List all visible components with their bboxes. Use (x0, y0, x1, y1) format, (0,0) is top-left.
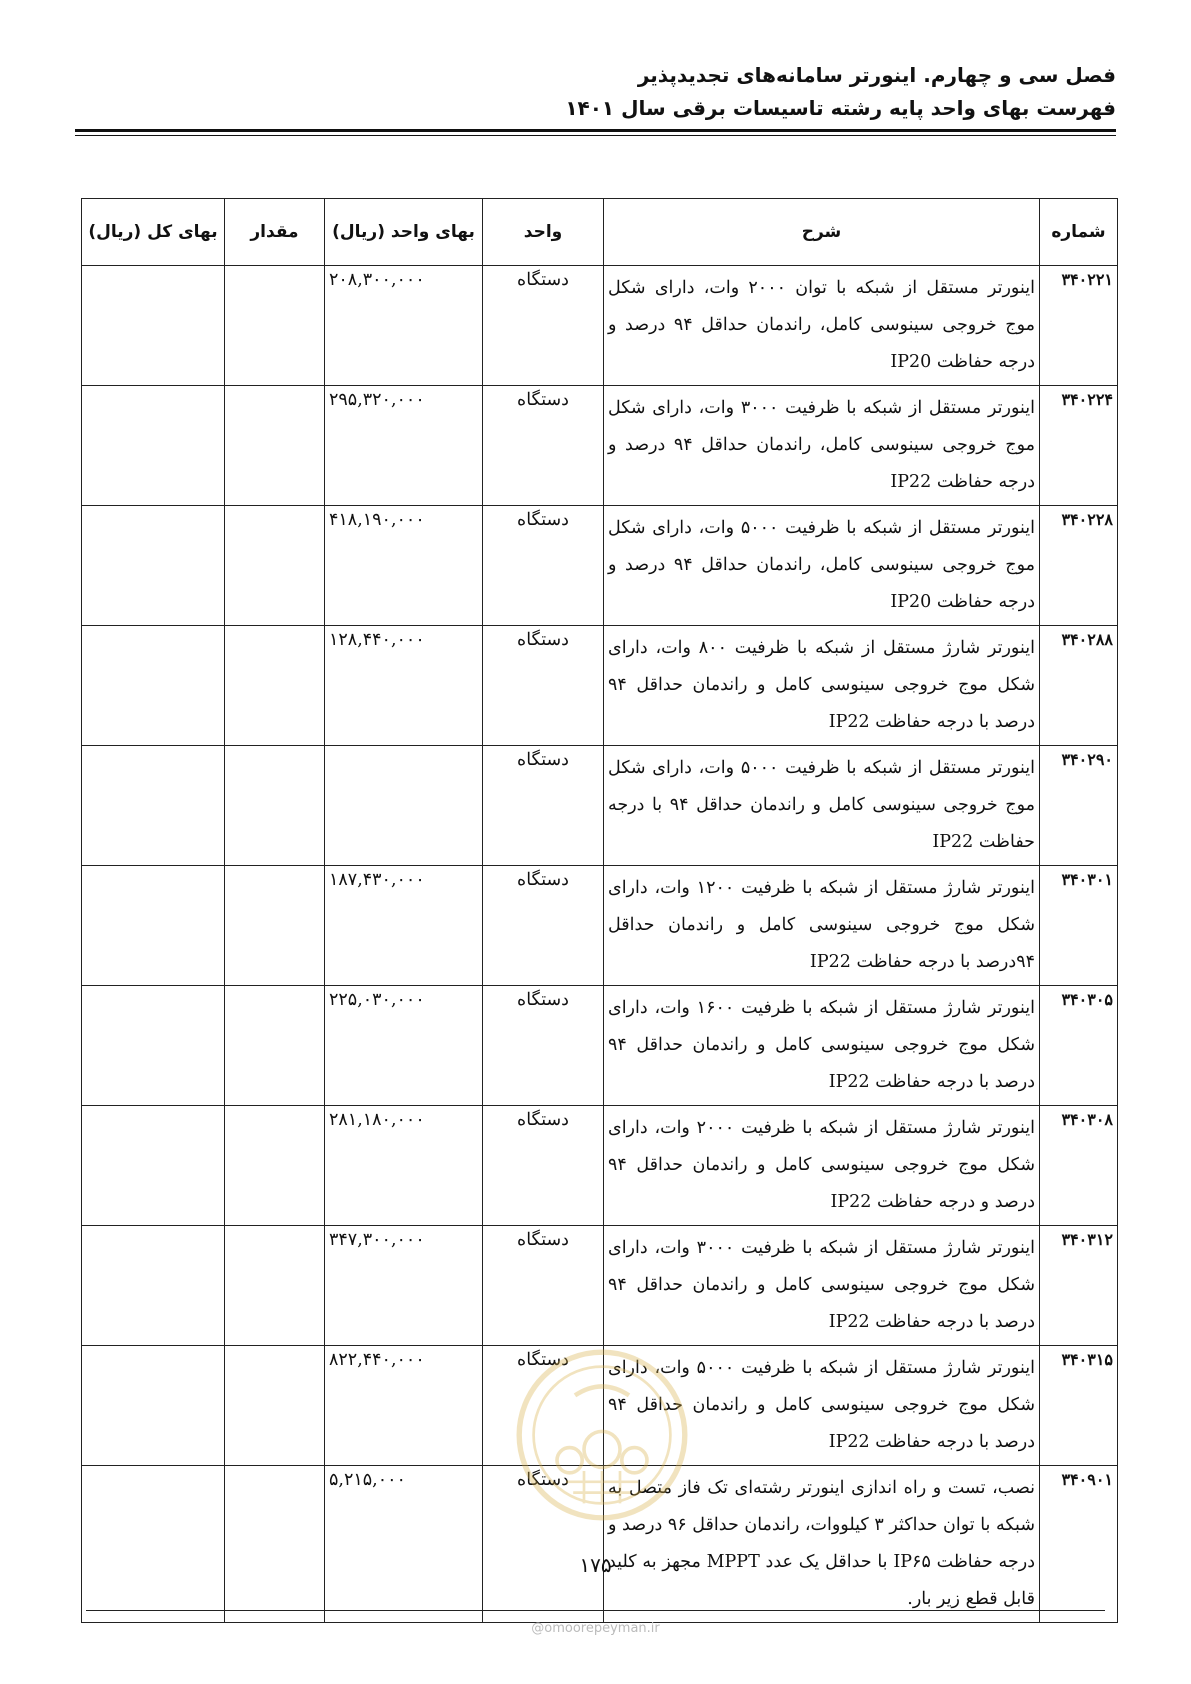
item-number: ۳۴۰۲۲۸ (1040, 506, 1118, 626)
item-number: ۳۴۰۳۰۸ (1040, 1106, 1118, 1226)
column-header-quantity: مقدار (225, 199, 325, 266)
site-watermark: @omoorepeyman.ir (531, 1621, 660, 1636)
item-total-price (82, 1226, 225, 1346)
item-unit-price: ۱۸۷,۴۳۰,۰۰۰ (325, 866, 483, 986)
column-header-unit-price: بهای واحد (ریال) (325, 199, 483, 266)
item-total-price (82, 266, 225, 386)
table-row (82, 866, 1118, 986)
item-total-price (82, 386, 225, 506)
item-unit: دستگاه (483, 506, 604, 626)
item-number: ۳۴۰۲۲۱ (1040, 266, 1118, 386)
item-quantity (225, 1106, 325, 1226)
item-total-price (82, 1106, 225, 1226)
item-total-price (82, 1466, 225, 1623)
item-description: اینورتر مستقل از شبکه با ظرفیت ۵۰۰۰ وات، دارای شکل موج خروجی سینوسی کامل و راندمان حداقل ۹۴ با درجه حفاظت IP22 (604, 746, 1040, 866)
item-quantity (225, 1346, 325, 1466)
item-quantity (225, 506, 325, 626)
item-unit-price: ۲۸۱,۱۸۰,۰۰۰ (325, 1106, 483, 1226)
page-number: ۱۷۵ (579, 1553, 612, 1577)
item-description: نصب، تست و راه اندازی اینورتر رشته‌ای تک فاز متصل به شبکه با توان حداکثر ۳ کیلووات، راندمان حداقل ۹۶ درصد و درجه حفاظت IP۶۵ با حداقل یک عدد MPPT مجهز به کلید قابل قطع زیر بار. (604, 1466, 1040, 1623)
item-unit: دستگاه (483, 866, 604, 986)
item-description: اینورتر مستقل از شبکه با توان ۲۰۰۰ وات، دارای شکل موج خروجی سینوسی کامل، راندمان حداقل ۹۴ درصد و درجه حفاظت IP20 (604, 266, 1040, 386)
column-header-number: شماره (1040, 199, 1118, 266)
item-description: اینورتر شارژ مستقل از شبکه با ظرفیت ۱۶۰۰ وات، دارای شکل موج خروجی سینوسی کامل و راندمان حداقل ۹۴ درصد با درجه حفاظت IP22 (604, 986, 1040, 1106)
item-unit-price: ۸۲۲,۴۴۰,۰۰۰ (325, 1346, 483, 1466)
item-total-price (82, 986, 225, 1106)
item-description: اینورتر مستقل از شبکه با ظرفیت ۳۰۰۰ وات، دارای شکل موج خروجی سینوسی کامل، راندمان حداقل ۹۴ درصد و درجه حفاظت IP22 (604, 386, 1040, 506)
footer-rule (86, 1610, 1105, 1611)
item-unit-price: ۴۱۸,۱۹۰,۰۰۰ (325, 506, 483, 626)
table-row (82, 986, 1118, 1106)
item-unit: دستگاه (483, 1346, 604, 1466)
item-unit: دستگاه (483, 266, 604, 386)
item-unit: دستگاه (483, 626, 604, 746)
item-quantity (225, 866, 325, 986)
table-row (82, 386, 1118, 506)
table-row (82, 1346, 1118, 1466)
item-unit-price (325, 746, 483, 866)
item-number: ۳۴۰۳۱۵ (1040, 1346, 1118, 1466)
item-description: اینورتر شارژ مستقل از شبکه با ظرفیت ۳۰۰۰ وات، دارای شکل موج خروجی سینوسی کامل و راندمان حداقل ۹۴ درصد با درجه حفاظت IP22 (604, 1226, 1040, 1346)
item-unit: دستگاه (483, 746, 604, 866)
item-description: اینورتر شارژ مستقل از شبکه با ظرفیت ۲۰۰۰ وات، دارای شکل موج خروجی سینوسی کامل و راندمان حداقل ۹۴ درصد و درجه حفاظت IP22 (604, 1106, 1040, 1226)
column-header-description: شرح (604, 199, 1040, 266)
item-quantity (225, 1466, 325, 1623)
item-number: ۳۴۰۹۰۱ (1040, 1466, 1118, 1623)
item-unit: دستگاه (483, 986, 604, 1106)
table-body (82, 266, 1118, 1623)
item-quantity (225, 1226, 325, 1346)
item-description: اینورتر شارژ مستقل از شبکه با ظرفیت ۵۰۰۰ وات، دارای شکل موج خروجی سینوسی کامل و راندمان حداقل ۹۴ درصد با درجه حفاظت IP22 (604, 1346, 1040, 1466)
table-row (82, 266, 1118, 386)
item-description: اینورتر شارژ مستقل از شبکه با ظرفیت ۸۰۰ وات، دارای شکل موج خروجی سینوسی کامل و راندمان حداقل ۹۴ درصد با درجه حفاظت IP22 (604, 626, 1040, 746)
item-unit-price: ۲۲۵,۰۳۰,۰۰۰ (325, 986, 483, 1106)
item-quantity (225, 986, 325, 1106)
item-description: اینورتر مستقل از شبکه با ظرفیت ۵۰۰۰ وات، دارای شکل موج خروجی سینوسی کامل، راندمان حداقل ۹۴ درصد و درجه حفاظت IP20 (604, 506, 1040, 626)
item-unit-price: ۵,۲۱۵,۰۰۰ (325, 1466, 483, 1623)
column-header-total-price: بهای کل (ریال) (82, 199, 225, 266)
item-quantity (225, 266, 325, 386)
item-quantity (225, 746, 325, 866)
table-row (82, 506, 1118, 626)
header-rule-thin (75, 135, 1116, 136)
item-unit-price: ۲۹۵,۳۲۰,۰۰۰ (325, 386, 483, 506)
item-quantity (225, 386, 325, 506)
page-header (75, 58, 1116, 124)
item-unit: دستگاه (483, 1226, 604, 1346)
item-unit-price: ۲۰۸,۳۰۰,۰۰۰ (325, 266, 483, 386)
item-total-price (82, 746, 225, 866)
item-number: ۳۴۰۳۰۵ (1040, 986, 1118, 1106)
table-row (82, 626, 1118, 746)
price-table (81, 198, 1118, 1623)
item-unit: دستگاه (483, 1466, 604, 1623)
item-number: ۳۴۰۳۱۲ (1040, 1226, 1118, 1346)
table-row (82, 1226, 1118, 1346)
item-unit-price: ۱۲۸,۴۴۰,۰۰۰ (325, 626, 483, 746)
column-header-unit: واحد (483, 199, 604, 266)
item-unit: دستگاه (483, 1106, 604, 1226)
item-total-price (82, 866, 225, 986)
item-number: ۳۴۰۲۹۰ (1040, 746, 1118, 866)
item-number: ۳۴۰۲۸۸ (1040, 626, 1118, 746)
table-header-row (82, 199, 1118, 266)
item-total-price (82, 626, 225, 746)
item-unit: دستگاه (483, 386, 604, 506)
chapter-title: فصل سی و چهارم. اینورتر سامانه‌های تجدیدپذیر (637, 63, 1116, 87)
document-title: فهرست بهای واحد پایه رشته تاسیسات برقی سال ۱۴۰۱ (565, 96, 1116, 120)
item-total-price (82, 1346, 225, 1466)
item-number: ۳۴۰۳۰۱ (1040, 866, 1118, 986)
item-total-price (82, 506, 225, 626)
item-quantity (225, 626, 325, 746)
item-number: ۳۴۰۲۲۴ (1040, 386, 1118, 506)
item-unit-price: ۳۴۷,۳۰۰,۰۰۰ (325, 1226, 483, 1346)
table-row (82, 746, 1118, 866)
table-row (82, 1106, 1118, 1226)
header-rule-thick (75, 129, 1116, 132)
item-description: اینورتر شارژ مستقل از شبکه با ظرفیت ۱۲۰۰ وات، دارای شکل موج خروجی سینوسی کامل و راندمان حداقل ۹۴درصد با درجه حفاظت IP22 (604, 866, 1040, 986)
table-row (82, 1466, 1118, 1623)
